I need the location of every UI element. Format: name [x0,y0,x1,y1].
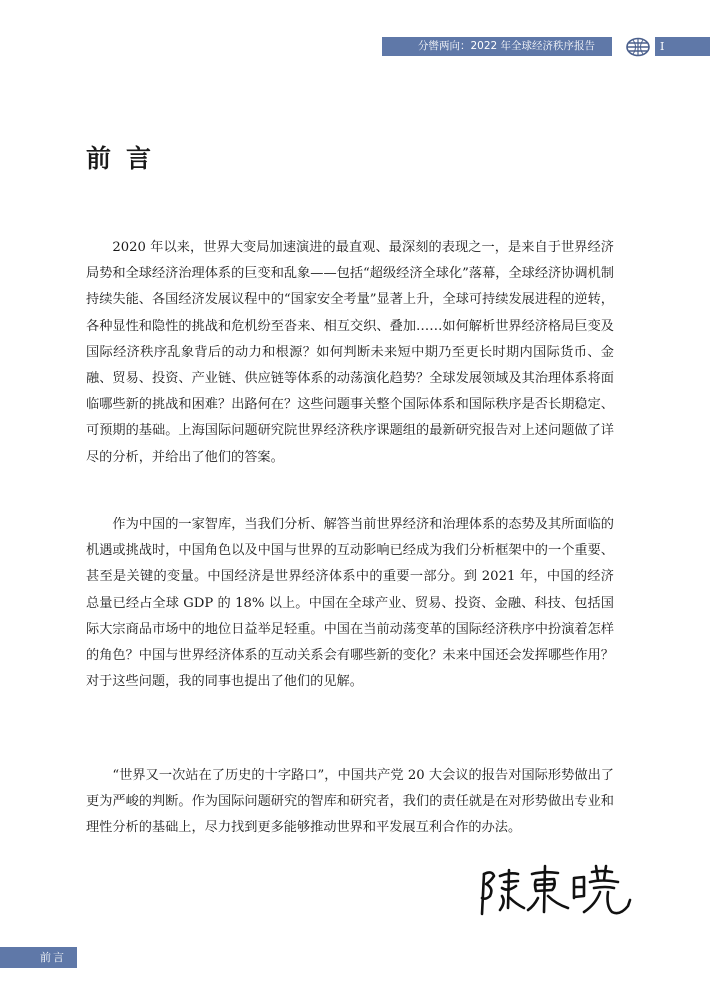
footer-section-label: 前言 [40,951,66,964]
institute-globe-logo-icon [624,37,652,57]
body-paragraph: 2020 年以来，世界大变局加速演进的最直观、最深刻的表现之一，是来自于世界经济局势和全球经济治理体系的巨变和乱象——包括“超级经济全球化”落幕，全球经济协调机制持续失能、各国经济发展议程中的“国家安全考量”显著上升，全球可持续发展进程的逆转，各种显性和隐性的挑战和危机纷至沓来、相互交织、叠加……如何解析世界经济格局巨变及国际经济秩序乱象背后的动力和根源？如何判断未来短中期乃至更长时期内国际货币、金融、贸易、投资、产业链、供应链等体系的动荡演化趋势？全球发展领域及其治理体系将面临哪些新的挑战和困难？出路何在？这些问题事关整个国际体系和国际秩序是否长期稳定、可预期的基础。上海国际问题研究院世界经济秩序课题组的最新研究报告对上述问题做了详尽的分析，并给出了他们的答案。 [86,240,614,465]
running-title: 分辔两向：2022 年全球经济秩序报告 [418,40,596,52]
page-title: 前言 [86,144,167,173]
body-paragraph: 作为中国的一家智库，当我们分析、解答当前世界经济和治理体系的态势及其所面临的机遇或挑战时，中国角色以及中国与世界的互动影响已经成为我们分析框架中的一个重要、甚至是关键的变量。中国经济是世界经济体系中的重要一部分。到 2021 年，中国的经济总量已经占全球 GDP 的 18% 以上。中国在全球产业、贸易、投资、金融、科技、包括国际大宗商品市场中的地位日益举足轻重。中国在当前动荡变革的国际经济秩序中扮演着怎样的角色？中国与世界经济体系的互动关系会有哪些新的变化？未来中国还会发挥哪些作用？对于这些问题，我的同事也提出了他们的见解。 [86,517,614,690]
handwritten-signature [478,862,638,922]
body-paragraph: “世界又一次站在了历史的十字路口”，中国共产党 20 大会议的报告对国际形势做出了更为严峻的判断。作为国际问题研究的智库和研究者，我们的责任就是在对形势做出专业和理性分析的基础上，尽力找到更多能够推动世界和平发展互利合作的办法。 [86,768,614,836]
page-number: I [660,40,665,53]
